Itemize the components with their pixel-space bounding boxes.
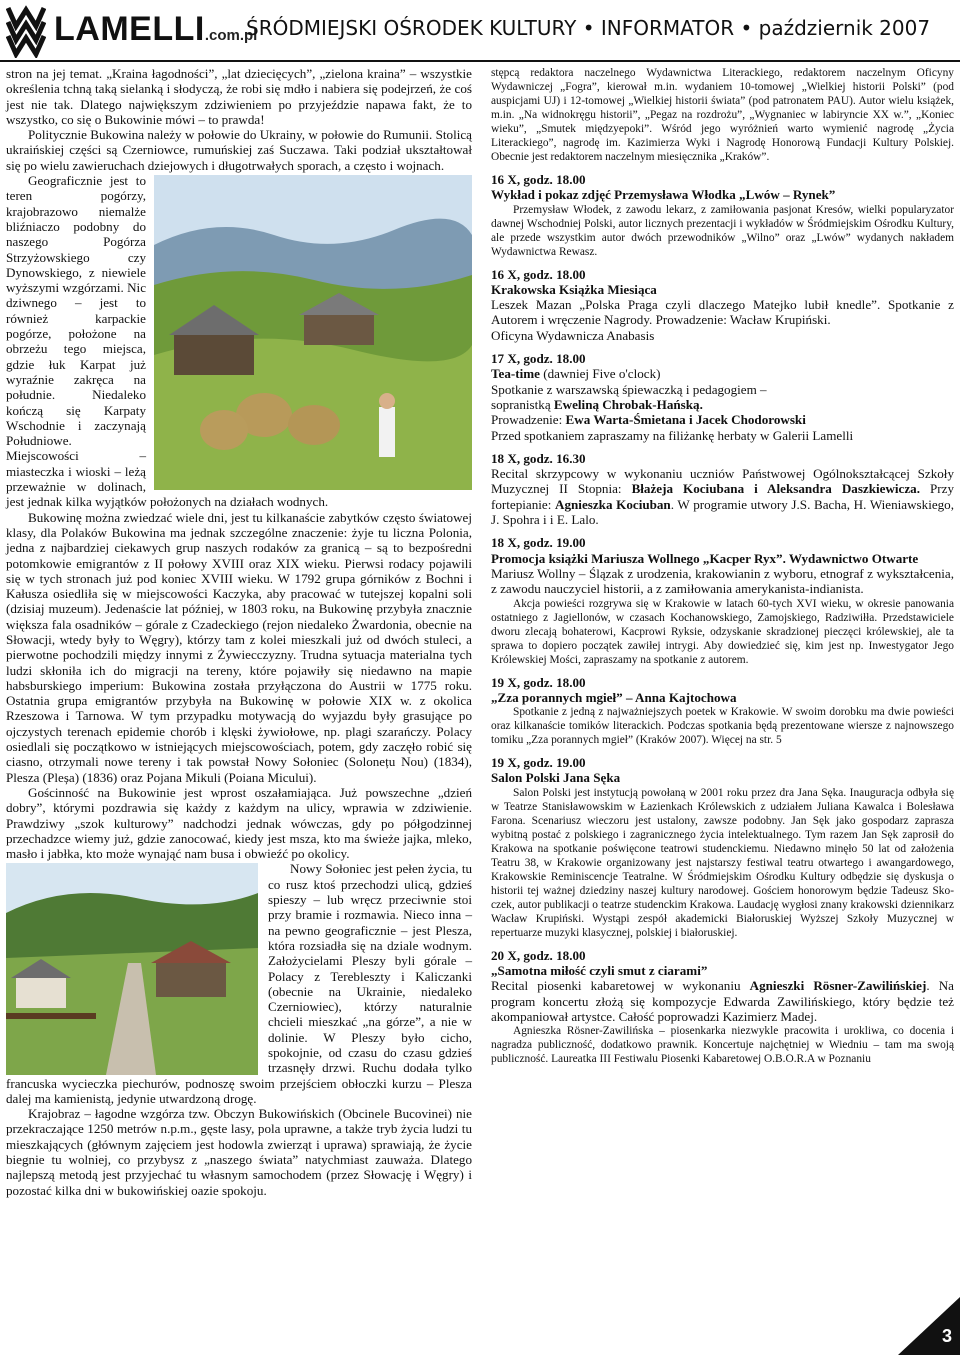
- lamelli-logo-icon: [6, 4, 46, 58]
- event-date: 19 X, godz. 19.00: [491, 755, 586, 771]
- paragraph: Bukowinę można zwiedzać wiele dni, jest tu kilkanaście zabytków często światowej klasy, dla Polaków Bukowina ma jednak szczególne znaczenie: żyje tu liczna Polonia, jedna z najbardziej ciekawych grup naszych rodaków za granicą – są to bezpośredni potomkowie emigrantów z II połowy XVIII oraz XIX wieku. Pierwsi rodacy pojawili się w tych stronach już pod koniec XVIII wieku. W 1792 grupa górników z Bochni i Kałusza osiedliła się w miejscowości Kaczyka, aby pracować w tutejszej kopalni soli (dzisiaj muzeum). Jedenaście lat później, w 1803 roku, na Bukowinę przybyła znacznie większa fala osadników – górale z Czadeckiego (rejon niedaleko Żwardonia, obecnie na Słowacji, wtedy były to Węgry), którzy tam z kolei mieszkali już od dwóch stuleci, a pierwotne pochodzili między innymi z Żywiecczyzny. Trudna sytuacja materialna tych ludzi skłoniła ich do migracji na tereny, które pojawiły się niedawno na mapie habsburskiego imperium: Bukowina została przyłączona do Austrii w 1775 roku. Ostatnia grupa emigrantów przybyła na Bukowinę w połowie XIX w. z okolica Rzeszowa i Tarnowa. W tym przypadku motywacją do wyjazdu były grasujące po ojczystych terenach epidemie chorób i klęski żywiołowe, np. plagi szarańczy. Polacy osiedlali się początkowo w istniejących miejscowościach, potem, gdy zaczęło robić się ciasno, otrzymali nowe tereny i tak powstał Nowy Sołoniec (Solonețu Nou) (1834), Plesza (Pleșa) (1836) oraz Pojana Mikuli (Poiana Micului).: [6, 509, 472, 785]
- event-text: Prowadzenie: Ewa Warta-Śmietana i Jacek Chodorowski: [491, 412, 806, 428]
- event-text: Recital skrzypcowy w wykonaniu uczniów Państwowej Ogólnokształcącej Szkoły Muzycznej II Stopnia: Błażeja Kociubana i Aleksandra Daszkiewicza. Przy fortepianie: Agnieszka Kociuban. W programie utwory J.S. Bacha, H. Wieniawskiego, J. Spohra i i E. Lalo.: [491, 466, 955, 528]
- event-date: 16 X, godz. 18.00: [491, 266, 586, 282]
- event-date: 18 X, godz. 19.00: [491, 535, 586, 551]
- event-text: Oficyna Wydawnicza Anabasis: [491, 327, 655, 343]
- village-road-photo: [6, 863, 258, 1075]
- event-text: Akcja powieści rozgrywa się w Krakowie w latach 60-tych XVI wieku, w okresie panowania ostatniego z Jagiellonów, w czasach Kochanowskiego, Zamojskiego, Radziwiłła. Przedstawiciele dworu zlecają bohaterowi, Kacprowi Ryksie, odzyskanie skradzionej pieczęci królewskiej, ale ta sprawa to dopiero początek zawiłej intrygi. Aby dowiedzieć się, kim jest np. Inwestygator Jego Królewskiej Mości, zapraszamy na spotkanie z autorem.: [491, 597, 954, 666]
- paragraph: Nowy Sołoniec jest pełen życia, tu co rusz ktoś przechodzi ulicą, gdzieś spieszy – lub wręcz przeciwnie stoi przy bramie i rozmawia. Nieco inna – na pewno geograficznie – jest Plesza, która rozsiadła się na dziale wodnym. Założycielami Pleszy byli górale – Polacy z Terebleszty i Kaliczanki (obecnie na Ukrainie, niedaleko Czerniowiec), którzy naturalnie chcieli mieszkać „na górze”, a nie w dolinie. W Pleszy było cicho, spokojnie, od czasu do czasu gdzieś trzasnęły drzwi. Ruchu dodała tylko francuska wycieczka piechurów, podnoszę swoim przejściem obłoczki kurzu – Plesza dalej ma kamienistą, jedynie utwardzoną drogę.: [6, 861, 472, 1106]
- paragraph: stron na jej temat. „Kraina łagodności”, „lat dziecięcych”, „zielona kraina” – wszystkie określenia tchną taką sielanką i słodyczą, że robi się mdło i nabiera się podejrzeń, że coś jest nie tak. Dlatego największym zdziwieniem po przyjeździe napawa fakt, że to wszystko, co się o Bukowinie mówi – to prawda!: [6, 66, 472, 127]
- event-title: Salon Polski Jana Sęka: [491, 770, 621, 786]
- event-text: Recital piosenki kabaretowej w wykonaniu Agnieszki Rösner-Zawilińskiej. Na program koncertu złożą się kompozycje Edwarda Zawilińskiego, który będzie też akompaniował artystce. Całość poprowadzi Kazimierz Madej.: [491, 978, 954, 1024]
- paragraph: Krajobraz – łagodne wzgórza tzw. Obczyn Bukowińskich (Obcinele Bucovinei) nie przekraczające 1250 metrów n.p.m., gęste lasy, pola uprawne, a także tryb życia ludzi tu mieszkających (głównym zajęciem jest hodowla zwierząt i uprawa) sprawiają, że życie biegnie tu wolniej, co przybysz z „naszego świata” natychmiast zauważa. Dlatego najlepszą metodą jest przyjechać tu własnym samochodem (przez Słowację i Węgry) i pozostać kilka dni w bukowińskiej oazie spokoju.: [6, 1106, 472, 1198]
- event-date: 16 X, godz. 18.00: [491, 172, 586, 187]
- paragraph: stępcą redaktora naczelnego Wydawnictwa Literackiego, redaktorem naczelnym Oficyny Wydawniczej „Fogra”, kierował m.in. wydaniem 10-tomowej „Wielkiej historii Polski” (pod auspicjami UJ) i 12-tomowej „Wielkiej historii świata” (pod patronatem PAU). Autor wielu książek, m.in. „Na widnokręgu historii”, „Pegaz na rozdrożu”, „Wygnaniec w labiryncie XX w.”, „Koniec wieku”, „Smutek międzyepoki”. Wśród jego wyróżnień warto wymienić nagrodę „Życia Literackiego”, nagrodę im. Kazimierza Wyki i Nagrodę Honorową Fundacji Kultury Polskiej. Obecnie jest redaktorem naczelnym miesięcznika „Kraków”.: [491, 67, 954, 163]
- paragraph: Politycznie Bukowina należy w połowie do Ukrainy, w połowie do Rumunii. Stolicą ukraińskiej części są Czerniowce, rumuńskiej zaś Suczawa. Taki podział ukształtował się po wielu zawieruchach dziejowych i długotrwałych sporach, a często i wojnach.: [6, 127, 472, 173]
- event-text: Leszek Mazan „Polska Praga czyli dlaczego Matejko lubił knedle”. Spotkanie z Autorem i wręczenie Nagrody. Prowadzenie: Wacław Krupiński.: [491, 297, 954, 328]
- left-column-article: [6, 66, 472, 1198]
- event-date: 18 X, godz. 16.30: [491, 450, 586, 466]
- right-column-events: [491, 66, 954, 1066]
- event-title: „Zza porannych mgieł” – Anna Kajtochowa: [491, 689, 737, 705]
- event-title: Tea-time (dawniej Five o'clock): [491, 366, 661, 382]
- event-text: Spotkanie z jedną z najważniejszych poetek w Krakowie. W swoim dorobku ma dwie powieści oraz kilkanaście tomików literackich. Podczas spotkania będą prezentowane wiersze z najnowszego tomiku „Zza porannych mgieł” (Kraków 2007). Więcej na str. 5: [491, 706, 954, 747]
- event-date: 20 X, godz. 18.00: [491, 947, 586, 963]
- event-text: Przemysław Włodek, z zawodu lekarz, z zamiłowania pasjonat Kresów, wielki popularyzator dawnej Wschodniej Polski, autor licznych prezentacji i wykładów w Śródmiejskim Ośrodku Kultury, ale przede wszystkim autor dwóch przewodników „Wilno” oraz „Lwów” wydanych nakładem Wydawnictwa Rewasz.: [491, 203, 954, 258]
- header-divider: [0, 60, 960, 62]
- event-text: sopranistką Eweliną Chrobak-Hańską.: [491, 396, 703, 412]
- event-title: Krakowska Książka Miesiąca: [491, 281, 657, 297]
- page-number: 3: [941, 1326, 952, 1346]
- event-date: 17 X, godz. 18.00: [491, 351, 586, 367]
- event-title: Wykład i pokaz zdjęć Przemysława Włodka „Lwów – Rynek”: [491, 187, 836, 203]
- event-title: Promocja książki Mariusza Wollnego „Kacper Ryx”. Wydawnictwo Otwarte: [491, 550, 919, 566]
- paragraph: Gościnność na Bukowinie jest wprost oszałamiająca. Już powszechne „dzień dobry”, którymi pozdrawia się każdy z każdym na ulicy, wprawia w zdziwienie. Prawdziwy „szok kulturowy” nadchodzi jednak wówczas, gdy po półgodzinnej przechadzce wiemy już, gdzie zanocować, kiedy jest msza, kto ma świeże jajka, mleko, masło i jabłka, kto może wynająć nam busa i obwieźć po okolicy.: [6, 784, 472, 862]
- event-text: Agnieszka Rösner-Zawilińska – piosenkarka niezwykle pracowita i urokliwa, co docenia i nagradza publiczność, dodatkowo prawnik. Koncertuje najchętniej w Wiedniu – tam ma swoją publiczność. Laureatka III Festiwalu Piosenki Kabaretowej O.B.O.R.A w Poznaniu: [491, 1025, 954, 1066]
- event-text: Przed spotkaniem zapraszamy na filiżankę herbaty w Galerii Lamelli: [491, 427, 854, 443]
- page-header: [0, 0, 960, 62]
- event-date: 19 X, godz. 18.00: [491, 674, 586, 690]
- village-photo: [154, 175, 472, 490]
- event-text: Mariusz Wollny – Ślązak z urodzenia, krakowianin z wyboru, etnograf z wykształcenia, z zawodu nauczyciel historii, a z zamiłowania amerykanista-indianista.: [491, 565, 954, 597]
- event-text: Salon Polski jest instytucją powołaną w 2001 roku przez dra Jana Sęka. Inauguracja odbyła się w Teatrze Stanisławowskim w Łazienkach Królewskich z udziałem Juliana Kawalca i Bolesława Farona. Scenariusz wieczoru jest ustalony, zawsze podobny. Jan Sęk jako gospodarz zaprasza wybitną postać z polskiego i zagranicznego życia intelektualnego. Tym razem Jan Sęk zaprosił do Krakowa na spotkanie poświęcone teatrowi studenckiemu. Niedawno minęło 50 lat od założenia Teatru 38, w Krakowie organizowany jest najstarszy festiwal teatru otwartego i awangardowego, Krakowskie Reminiscencje Teatralne. W Śródmiejskim Ośrodku Kultury odbędzie się dyskusja o historii tej ważnej dziedziny naszej kultury narodowej. Gościem honorowym będzie Tadeusz Sko-czek, autor publikacji o teatrze studenckim Krakowa. Laudację wygłosi znany krakowski dziennikarz Wacław Krupiński. Wystąpi zespół akademicki Białoruskiej Wyższej Szkoły Muzycznej w repertuarze muzyki klasycznej, polskiej i białoruskiej.: [491, 786, 954, 939]
- header-title: ŚRÓDMIEJSKI OŚRODEK KULTURY • INFORMATOR • październik 2007: [246, 16, 931, 40]
- paragraph: Geograficznie jest to teren pogórzy, krajobrazowo niemalże bliźniaczo podobny do naszego Pogórza Strzyżowskiego czy Dynowskiego, z niewiele wyższymi wzgórzami. Nic dziwnego – jest to również karpackie pogórze, położone na obrzeżu tego miejsca, gdzie łuk Karpat już wyraźnie zakręca na południe. Niedaleko kończą się Karpaty Wschodnie i zaczynają Południowe. Miejscowości – miasteczka i wioski – leżą przeważnie w dolinach, jest jednak kilka wyjątków położonych na działach wodnych.: [6, 173, 329, 510]
- logo-wordmark: LAMELLI.com.pl: [54, 10, 258, 48]
- event-text: Spotkanie z warszawską śpiewaczką i pedagogiem –: [491, 381, 767, 397]
- event-title: „Samotna miłość czyli smut z ciarami”: [491, 963, 708, 979]
